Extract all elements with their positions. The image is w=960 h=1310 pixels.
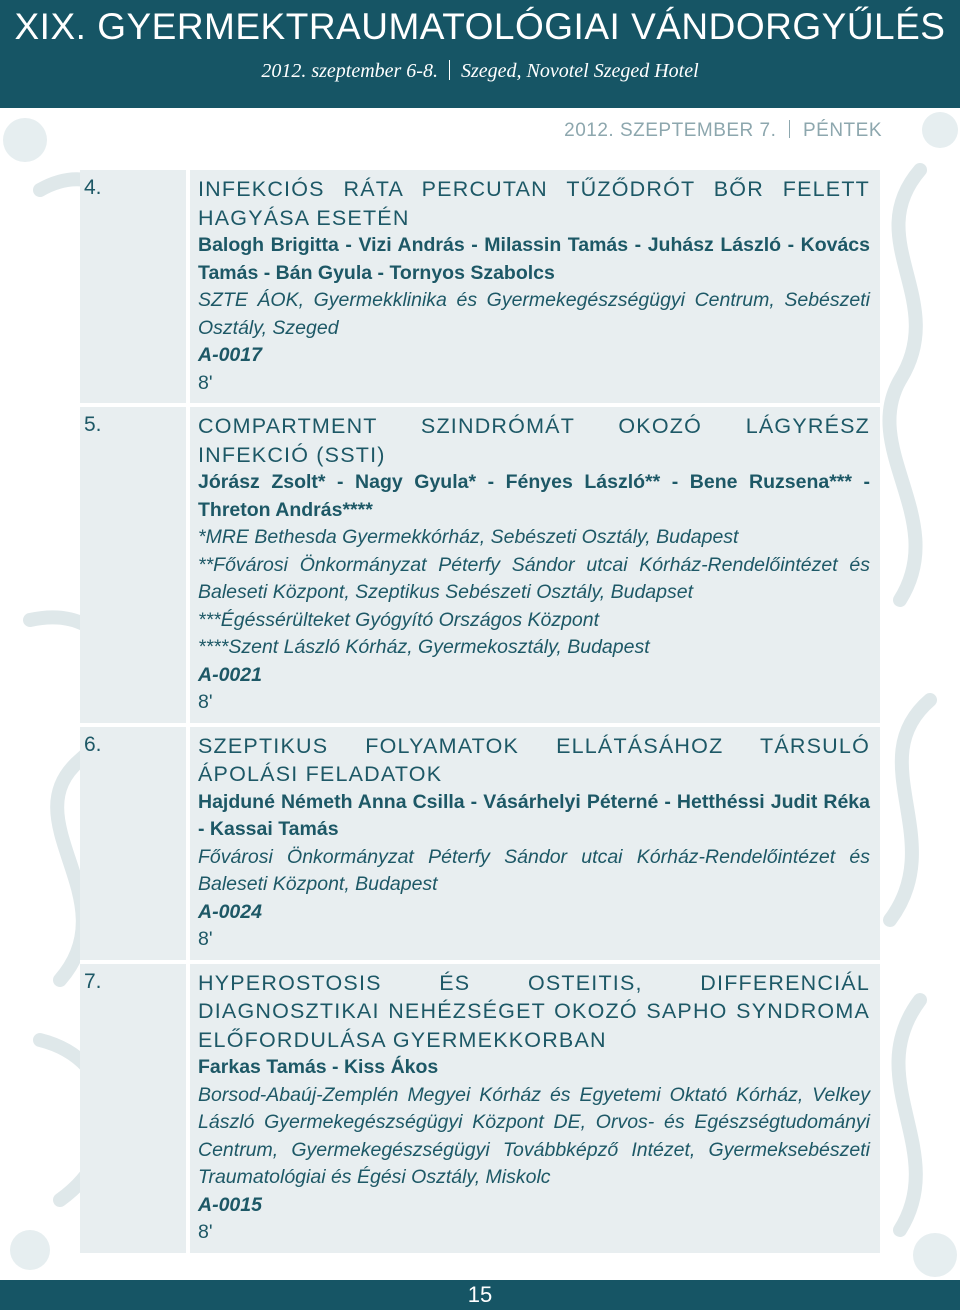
entry-code: A-0015	[198, 1193, 262, 1216]
day-date-line	[564, 120, 882, 142]
date-separator	[789, 120, 790, 138]
program-table	[80, 170, 880, 1257]
entry-authors: Jórász Zsolt* - Nagy Gyula* - Fényes László** - Bene Ruzsena*** - Threton András****	[198, 471, 870, 521]
entry-authors: Hajduné Németh Anna Csilla - Vásárhelyi Péterné - Hetthéssi Judit Réka - Kassai Tamás	[198, 790, 870, 840]
entry-duration: 8'	[198, 691, 213, 713]
day-date: 2012. SZEPTEMBER 7.	[564, 120, 777, 141]
entry-authors: Balogh Brigitta - Vizi András - Milassin Tamás - Juhász László - Kovács Tamás - Bán Gyula - Tornyos Szabolcs	[198, 234, 870, 284]
entry-body	[190, 964, 880, 1253]
subtitle-separator	[449, 60, 450, 80]
event-date: 2012. szeptember 6-8.	[261, 60, 438, 82]
page-number: 15	[467, 1282, 493, 1307]
entry-affiliation: SZTE ÁOK, Gyermekklinika és Gyermekegészségügyi Centrum, Sebészeti Osztály, Szeged	[198, 289, 870, 339]
entry-code: A-0021	[198, 663, 262, 686]
entry-number: 7.	[80, 964, 190, 1253]
entry-title: SZEPTIKUS FOLYAMATOK ELLÁTÁSÁHOZ TÁRSULÓ ÁPOLÁSI FELADATOK	[198, 733, 870, 786]
entry-affiliation: Fővárosi Önkormányzat Péterfy Sándor utcai Kórház-Rendelőintézet és Baleseti Központ, Budapest	[198, 845, 870, 895]
entry-duration: 8'	[198, 1221, 213, 1243]
entry-number: 5.	[80, 407, 190, 723]
entry-title: INFEKCIÓS RÁTA PERCUTAN TŰZŐDRÓT BŐR FELETT HAGYÁSA ESETÉN	[198, 177, 870, 230]
page-header	[0, 0, 960, 108]
entry-affiliation: **Fővárosi Önkormányzat Péterfy Sándor utcai Kórház-Rendelőintézet és Baleseti Központ, Szeptikus Sebészeti Osztály, Budapset	[198, 553, 870, 603]
page-footer	[0, 1280, 960, 1310]
entry-authors: Farkas Tamás - Kiss Ákos	[198, 1056, 439, 1078]
entry-body	[190, 727, 880, 960]
event-title: XIX. GYERMEKTRAUMATOLÓGIAI VÁNDORGYŰLÉS	[14, 6, 946, 47]
entry-body	[190, 407, 880, 723]
event-subtitle	[0, 60, 960, 83]
program-entry	[80, 407, 880, 727]
entry-affiliation: *MRE Bethesda Gyermekkórház, Sebészeti Osztály, Budapest	[198, 526, 739, 548]
entry-affiliation: ***Égéssérülteket Gyógyító Országos Központ	[198, 608, 600, 631]
program-entry	[80, 727, 880, 964]
program-entry	[80, 170, 880, 407]
entry-title: COMPARTMENT SZINDRÓMÁT OKOZÓ LÁGYRÉSZ INFEKCIÓ (SSTI)	[198, 414, 870, 467]
event-venue: Szeged, Novotel Szeged Hotel	[460, 60, 699, 82]
entry-affiliation: ****Szent László Kórház, Gyermekosztály, Budapest	[198, 636, 650, 658]
entry-title: HYPEROSTOSIS ÉS OSTEITIS, DIFFERENCIÁL DIAGNOSZTIKAI NEHÉZSÉGET OKOZÓ SAPHO SYNDROMA ELŐFORDULÁSA GYERMEKKORBAN	[198, 970, 870, 1052]
program-entry	[80, 964, 880, 1257]
entry-body	[190, 170, 880, 403]
day-weekday: PÉNTEK	[802, 120, 882, 141]
entry-number: 6.	[80, 727, 190, 960]
entry-affiliation: Borsod-Abaúj-Zemplén Megyei Kórház és Egyetemi Oktató Kórház, Velkey László Gyermekegészségügyi Központ DE, Orvos- és Egészségtudományi Centrum, Gyermekegészségügyi Továbbképző Intézet, Gyermeksebészeti Traumatológiai és Égési Osztály, Miskolc	[198, 1083, 870, 1188]
entry-number: 4.	[80, 170, 190, 403]
entry-code: A-0017	[198, 344, 262, 366]
entry-duration: 8'	[198, 371, 213, 394]
entry-code: A-0024	[198, 900, 262, 923]
entry-duration: 8'	[198, 928, 213, 950]
